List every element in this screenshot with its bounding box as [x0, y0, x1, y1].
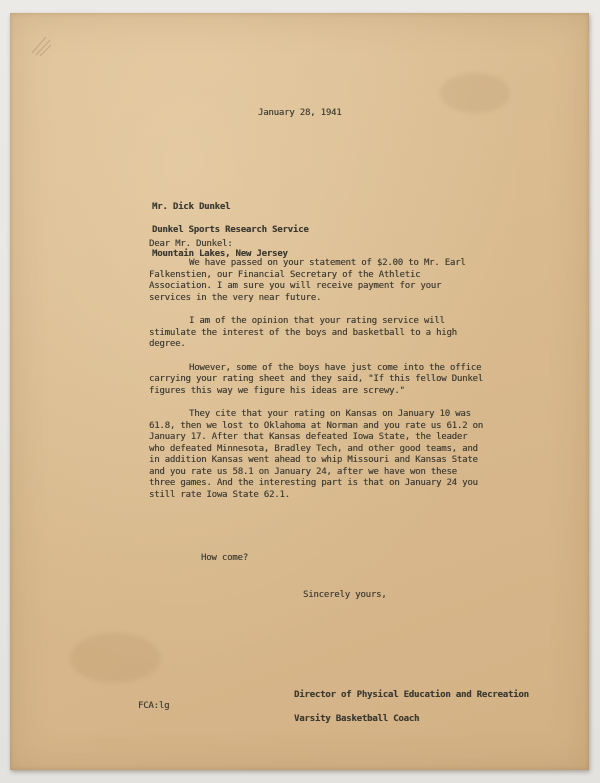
signature-block — [294, 677, 529, 737]
body-paragraph: We have passed on your statement of $2.00 to Mr. Earl Falkenstien, our Financial Secretary of the Athletic Association. I am sure you will receive payment for your services in the very near future. — [149, 258, 466, 303]
body-paragraph: I am of the opinion that your rating service will stimulate the interest of the boys and basketball to a high degree. — [149, 316, 457, 349]
paper-stain — [440, 73, 510, 113]
question-line: How come? — [201, 553, 248, 563]
reference-initials: FCA:lg — [138, 701, 170, 711]
recipient-organization: Dunkel Sports Research Service — [152, 225, 309, 235]
pencil-mark-icon — [26, 29, 60, 63]
closing: Sincerely yours, — [303, 590, 387, 600]
body-paragraph: They cite that your rating on Kansas on January 10 was 61.8, then we lost to Oklahoma at Norman and you rate us 61.2 on January 17. After that Kansas defeated Iowa State, the leader who defeated Minnesota, Bradley Tech, and other good teams, and in addition Kansas went ahead to whip Missouri and Kansas State and you rate us 58.1 on January 24, after we have won these three games. And the interesting part is that on January 24 you still rate Iowa State 62.1. — [149, 409, 483, 500]
recipient-location: Mountain Lakes, New Jersey — [152, 248, 288, 259]
salutation: Dear Mr. Dunkel: — [149, 239, 233, 249]
body-paragraph: However, some of the boys have just come into the office carrying your rating sheet and they said, "If this fellow Dunkel figures this way we figure his ideas are screwy." — [149, 362, 483, 396]
letter-body — [149, 258, 483, 513]
letter-date: January 28, 1941 — [258, 108, 342, 118]
paper-stain — [70, 633, 160, 683]
signature-title-line1: Director of Physical Education and Recreation — [294, 689, 529, 700]
recipient-name: Mr. Dick Dunkel — [152, 201, 231, 212]
signature-title-line2: Varsity Basketball Coach — [294, 713, 420, 724]
letter-paper — [10, 13, 589, 770]
